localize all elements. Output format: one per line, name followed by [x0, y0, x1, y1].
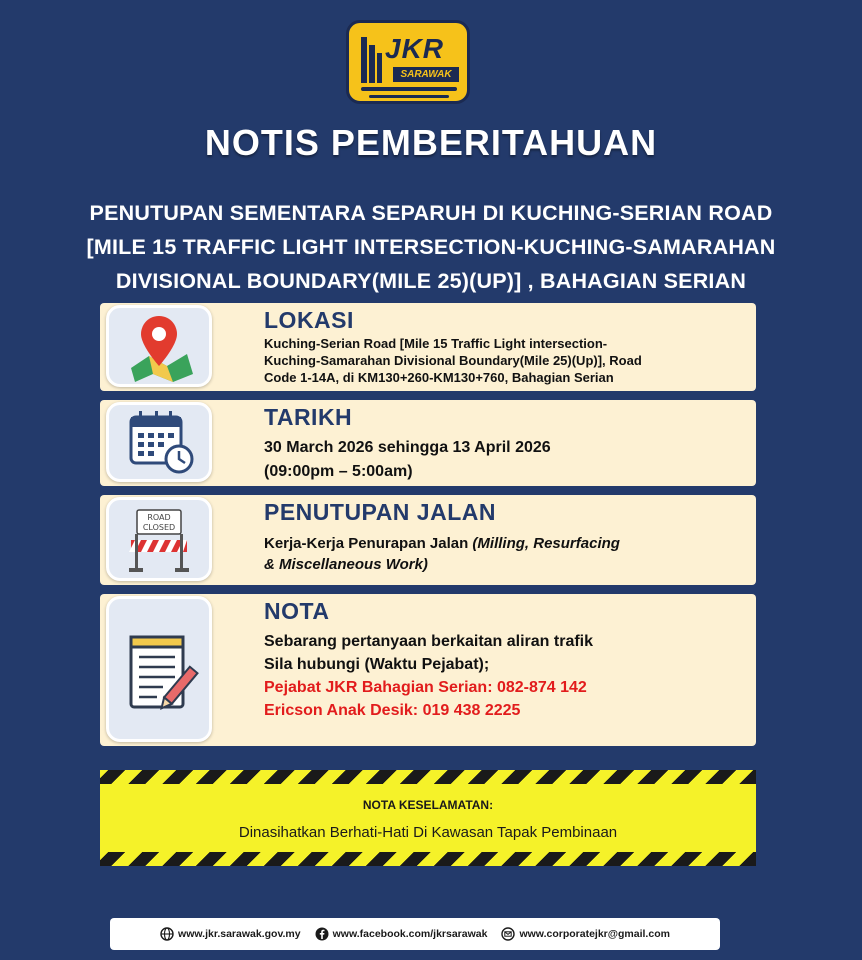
section-nota — [100, 594, 756, 746]
logo-subtext: SARAWAK — [393, 67, 459, 82]
section-lokasi — [100, 303, 756, 391]
contact-office: Pejabat JKR Bahagian Serian: 082-874 142 — [264, 679, 587, 696]
footer-facebook[interactable] — [315, 927, 488, 941]
nota-text — [264, 630, 593, 722]
safety-title: NOTA KESELAMATAN: — [362, 798, 494, 812]
safety-text: Dinasihatkan Berhati-Hati Di Kawasan Tapak Pembinaan — [238, 824, 618, 841]
lokasi-text — [264, 335, 642, 386]
penutupan-text — [264, 533, 620, 575]
contact-person: Ericson Anak Desik: 019 438 2225 — [264, 702, 521, 719]
footer-web-text: www.jkr.sarawak.gov.my — [178, 928, 301, 940]
notice-subtitle — [0, 196, 862, 298]
footer-facebook-text: www.facebook.com/jkrsarawak — [332, 928, 488, 940]
nota-line: Sebarang pertanyaan berkaitan aliran trafik — [264, 633, 594, 650]
page-title: NOTIS PEMBERITAHUAN — [204, 122, 658, 163]
subtitle-line: [MILE 15 TRAFFIC LIGHT INTERSECTION-KUCHING-SAMARAHAN — [86, 235, 776, 259]
map-pin-icon — [106, 305, 212, 387]
facebook-icon — [315, 927, 329, 941]
section-penutupan-jalan — [100, 495, 756, 585]
lokasi-heading: LOKASI — [264, 307, 354, 333]
globe-icon — [160, 927, 174, 941]
sign-text-road: ROAD — [147, 513, 171, 522]
notepad-pencil-icon — [106, 596, 212, 742]
nota-line: Sila hubungi (Waktu Pejabat); — [264, 656, 490, 673]
nota-heading: NOTA — [264, 598, 330, 624]
footer-web[interactable] — [160, 927, 301, 941]
subtitle-line: DIVISIONAL BOUNDARY(MILE 25)(UP)] , BAHAGIAN SERIAN — [115, 269, 747, 293]
lokasi-line: Kuching-Serian Road [Mile 15 Traffic Light intersection- — [264, 336, 608, 351]
calendar-clock-icon — [106, 402, 212, 482]
subtitle-line: PENUTUPAN SEMENTARA SEPARUH DI KUCHING-SERIAN ROAD — [89, 201, 773, 225]
work-type: Kerja-Kerja Penurapan Jalan — [264, 535, 473, 552]
footer-email-text: www.corporatejkr@gmail.com — [519, 928, 670, 940]
footer-contacts — [110, 918, 720, 950]
safety-banner — [100, 770, 756, 866]
tarikh-text — [264, 436, 551, 484]
tarikh-time: (09:00pm – 5:00am) — [264, 463, 413, 480]
hazard-stripes-top — [100, 770, 756, 784]
work-detail: (Milling, Resurfacing — [472, 535, 620, 552]
jkr-logo — [346, 20, 470, 104]
road-closed-icon — [106, 497, 212, 581]
email-icon — [501, 927, 515, 941]
work-detail: & Miscellaneous Work) — [264, 556, 428, 573]
hazard-stripes-bottom — [100, 852, 756, 866]
logo-text: JKR — [385, 33, 445, 64]
penutupan-heading: PENUTUPAN JALAN — [264, 499, 496, 525]
tarikh-heading: TARIKH — [264, 404, 353, 430]
sign-text-closed: CLOSED — [142, 523, 176, 532]
section-tarikh — [100, 400, 756, 486]
footer-email[interactable] — [501, 927, 669, 941]
tarikh-date: 30 March 2026 sehingga 13 April 2026 — [264, 439, 551, 456]
lokasi-line: Kuching-Samarahan Divisional Boundary(Mile 25)(Up)], Road — [264, 353, 642, 368]
lokasi-line: Code 1-14A, di KM130+260-KM130+760, Bahagian Serian — [264, 370, 614, 385]
